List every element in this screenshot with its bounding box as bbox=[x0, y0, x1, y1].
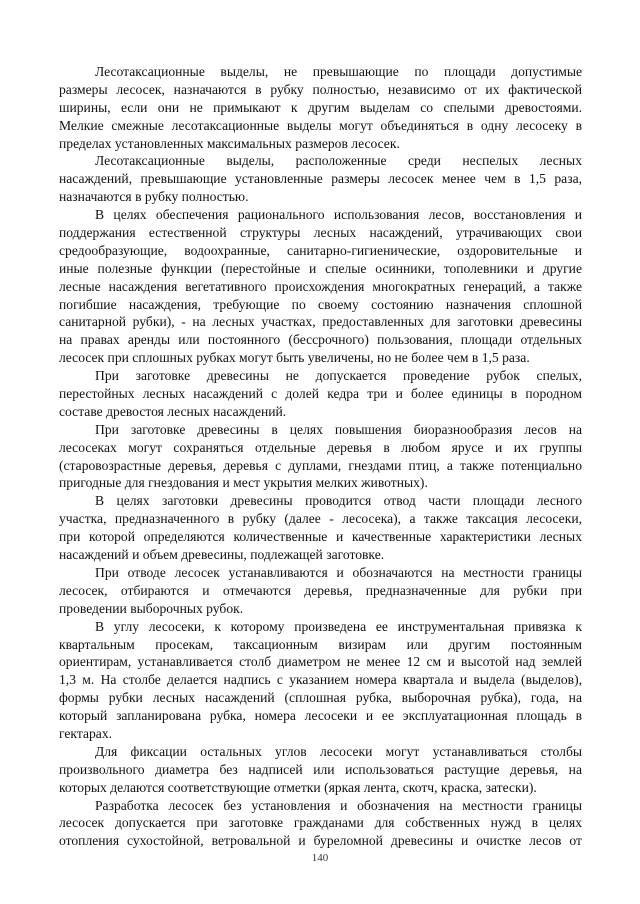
text-line: В целях заготовки древесины проводится отвод части площади лесного bbox=[95, 493, 582, 509]
text-line: Разработка лесосек без установления и обозначения на местности границы bbox=[95, 797, 582, 813]
text-line: При отводе лесосек устанавливаются и обозначаются на местности границы bbox=[95, 564, 582, 580]
paragraph bbox=[59, 618, 582, 743]
text-line: погибшие насаждения, требующие по своему состоянию назначения сплошной bbox=[59, 296, 582, 312]
body-text bbox=[59, 63, 582, 850]
text-line: пределах установленных максимальных размеров лесосек. bbox=[59, 135, 400, 151]
text-line: лесосек допускается при заготовке гражданами для собственных нужд в целях bbox=[59, 815, 582, 831]
text-line: насаждений и объем древесины, подлежащей заготовке. bbox=[59, 547, 385, 563]
paragraph bbox=[59, 564, 582, 618]
paragraph bbox=[59, 743, 582, 797]
text-line: В углу лесосеки, к которому произведена ее инструментальная привязка к bbox=[95, 618, 582, 634]
text-line: назначаются в рубку полностью. bbox=[59, 189, 249, 205]
text-line: лесосеках могут сохраняться отдельные деревья в любом ярусе и их группы bbox=[59, 439, 582, 455]
text-line: размеры лесосек, назначаются в рубку полностью, независимо от их фактической bbox=[59, 81, 582, 97]
text-line: лесные насаждения вегетативного происхождения многократных генераций, а также bbox=[59, 278, 582, 294]
text-line: санитарной рубки), - на лесных участках, предоставленных для заготовки древесины bbox=[59, 314, 582, 330]
text-line: формы рубки лесных насаждений (сплошная рубка, выборочная рубка), года, на bbox=[59, 690, 582, 706]
text-line: Мелкие смежные лесотаксационные выделы могут объединяться в одну лесосеку в bbox=[59, 117, 582, 133]
text-line: 1,3 м. На столбе делается надпись с указанием номера квартала и выдела (выделов), bbox=[59, 672, 582, 688]
text-line: лесосек при сплошных рубках могут быть увеличены, но не более чем в 1,5 раза. bbox=[59, 350, 530, 366]
text-line: иные полезные функции (перестойные и спелые осинники, тополевники и другие bbox=[59, 260, 582, 276]
text-line: проведении выборочных рубок. bbox=[59, 600, 244, 616]
text-line: Лесотаксационные выделы, расположенные среди неспелых лесных bbox=[95, 153, 582, 169]
text-line: который запланирована рубка, номера лесосеки и ее эксплуатационная площадь в bbox=[59, 708, 582, 724]
text-line: отопления сухостойной, ветровальной и буреломной древесины и очистке лесов от bbox=[59, 833, 582, 849]
text-line: пригодные для гнездования и мест укрытия мелких животных). bbox=[59, 475, 428, 491]
text-line: квартальным просекам, таксационным визирам или другим постоянным bbox=[59, 636, 582, 652]
paragraph bbox=[59, 797, 582, 851]
text-line: При заготовке древесины в целях повышения биоразнообразия лесов на bbox=[95, 421, 582, 437]
paragraph bbox=[59, 206, 582, 367]
text-line: перестойных лесных насаждений с долей кедра три и более единицы в породном bbox=[59, 386, 582, 402]
text-line: которых делаются соответствующие отметки (яркая лента, скотч, краска, затески). bbox=[59, 779, 537, 795]
paragraph bbox=[59, 367, 582, 421]
paragraph bbox=[59, 421, 582, 493]
text-line: Для фиксации остальных углов лесосеки могут устанавливаться столбы bbox=[95, 743, 582, 759]
text-line: ориентирам, устанавливается столб диаметром не менее 12 см и высотой над землей bbox=[59, 654, 582, 670]
text-line: произвольного диаметра без надписей или использоваться растущие деревья, на bbox=[59, 761, 582, 777]
text-line: при которой определяются количественные и качественные характеристики лесных bbox=[59, 529, 582, 545]
text-line: средообразующие, водоохранные, санитарно-гигиенические, оздоровительные и bbox=[59, 242, 582, 258]
text-line: составе древостоя лесных насаждений. bbox=[59, 403, 287, 419]
text-line: (старовозрастные деревья, деревья с дуплами, гнездами птиц, а также потенциально bbox=[59, 457, 582, 473]
text-line: лесосек, отбираются и отмечаются деревья, предназначенные для рубки при bbox=[59, 582, 582, 598]
paragraph bbox=[59, 152, 582, 206]
text-line: В целях обеспечения рационального использования лесов, восстановления и bbox=[95, 207, 582, 223]
paragraph bbox=[59, 63, 582, 152]
text-line: насаждений, превышающие установленные размеры лесосек менее чем в 1,5 раза, bbox=[59, 171, 582, 187]
page-number: 140 bbox=[311, 852, 329, 864]
text-line: на правах аренды или постоянного (бессрочного) пользования, площади отдельных bbox=[59, 332, 582, 348]
text-line: гектарах. bbox=[59, 725, 113, 741]
text-line: Лесотаксационные выделы, не превышающие по площади допустимые bbox=[95, 64, 582, 79]
paragraph bbox=[59, 492, 582, 564]
text-line: поддержания естественной структуры лесных насаждений, утрачивающих свои bbox=[59, 225, 582, 241]
text-line: ширины, если они не примыкают к другим выделам со спелыми древостоями. bbox=[59, 99, 582, 115]
text-line: участка, предназначенного в рубку (далее - лесосека), а также таксация лесосеки, bbox=[59, 511, 582, 527]
text-line: При заготовке древесины не допускается проведение рубок спелых, bbox=[95, 368, 582, 384]
